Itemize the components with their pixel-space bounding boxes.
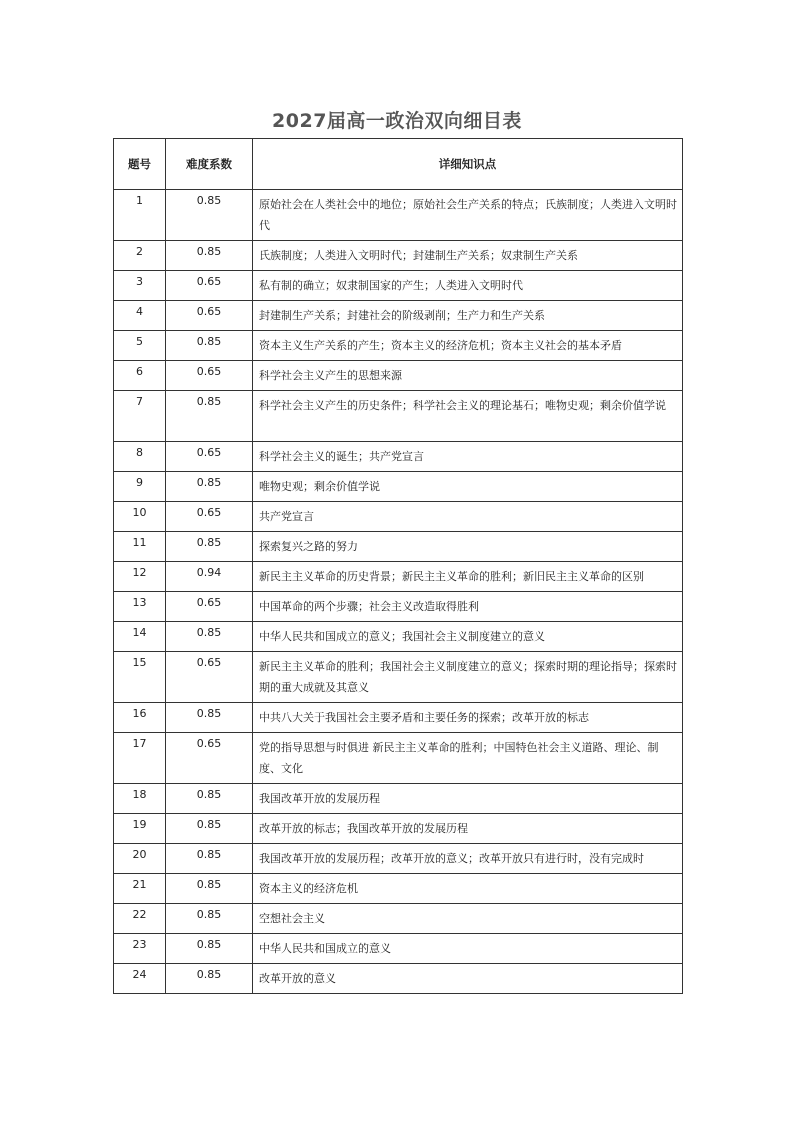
knowledge-cell: 新民主主义革命的胜利；我国社会主义制度建立的意义；探索时期的理论指导；探索时期的重大成就及其意义 [253,652,683,703]
difficulty-cell: 0.85 [166,472,253,502]
knowledge-cell: 改革开放的意义 [253,964,683,994]
table-row [114,814,683,844]
table-row [114,703,683,733]
difficulty-cell: 0.85 [166,934,253,964]
knowledge-cell: 封建制生产关系；封建社会的阶级剥削；生产力和生产关系 [253,301,683,331]
table-header-row [114,139,683,190]
knowledge-cell: 资本主义的经济危机 [253,874,683,904]
difficulty-cell: 0.65 [166,592,253,622]
difficulty-cell: 0.65 [166,733,253,784]
question-number-cell: 15 [114,652,166,703]
table-row [114,271,683,301]
knowledge-cell: 共产党宣言 [253,502,683,532]
difficulty-cell: 0.65 [166,502,253,532]
question-number-cell: 13 [114,592,166,622]
question-number-cell: 7 [114,391,166,442]
question-number-cell: 12 [114,562,166,592]
table-row [114,532,683,562]
question-number-cell: 5 [114,331,166,361]
question-number-cell: 16 [114,703,166,733]
header-difficulty: 难度系数 [166,139,253,190]
question-number-cell: 19 [114,814,166,844]
knowledge-cell: 唯物史观；剩余价值学说 [253,472,683,502]
table-row [114,442,683,472]
question-number-cell: 10 [114,502,166,532]
knowledge-cell: 科学社会主义产生的历史条件；科学社会主义的理论基石；唯物史观；剩余价值学说 [253,391,683,442]
question-number-cell: 11 [114,532,166,562]
knowledge-cell: 中华人民共和国成立的意义 [253,934,683,964]
table-row [114,904,683,934]
question-number-cell: 24 [114,964,166,994]
difficulty-cell: 0.85 [166,904,253,934]
table-row [114,562,683,592]
question-number-cell: 14 [114,622,166,652]
difficulty-cell: 0.65 [166,652,253,703]
knowledge-cell: 科学社会主义产生的思想来源 [253,361,683,391]
difficulty-cell: 0.65 [166,442,253,472]
difficulty-cell: 0.85 [166,331,253,361]
question-number-cell: 4 [114,301,166,331]
difficulty-cell: 0.85 [166,532,253,562]
knowledge-cell: 空想社会主义 [253,904,683,934]
difficulty-cell: 0.65 [166,301,253,331]
knowledge-cell: 科学社会主义的诞生；共产党宣言 [253,442,683,472]
table-row [114,472,683,502]
question-number-cell: 18 [114,784,166,814]
difficulty-cell: 0.85 [166,964,253,994]
knowledge-cell: 氏族制度；人类进入文明时代；封建制生产关系；奴隶制生产关系 [253,241,683,271]
table-row [114,331,683,361]
table-row [114,874,683,904]
question-number-cell: 1 [114,190,166,241]
header-knowledge: 详细知识点 [253,139,683,190]
knowledge-cell: 新民主主义革命的历史背景；新民主主义革命的胜利；新旧民主主义革命的区别 [253,562,683,592]
question-number-cell: 20 [114,844,166,874]
question-number-cell: 22 [114,904,166,934]
difficulty-cell: 0.65 [166,271,253,301]
knowledge-cell: 私有制的确立；奴隶制国家的产生；人类进入文明时代 [253,271,683,301]
difficulty-cell: 0.85 [166,622,253,652]
knowledge-cell: 党的指导思想与时俱进 新民主主义革命的胜利；中国特色社会主义道路、理论、制度、文化 [253,733,683,784]
knowledge-cell: 我国改革开放的发展历程；改革开放的意义；改革开放只有进行时，没有完成时 [253,844,683,874]
difficulty-cell: 0.65 [166,361,253,391]
knowledge-cell: 我国改革开放的发展历程 [253,784,683,814]
difficulty-cell: 0.85 [166,190,253,241]
knowledge-cell: 改革开放的标志；我国改革开放的发展历程 [253,814,683,844]
spec-table [113,138,683,994]
table-row [114,844,683,874]
table-row [114,190,683,241]
table-row [114,964,683,994]
table-row [114,934,683,964]
table-row [114,241,683,271]
question-number-cell: 3 [114,271,166,301]
table-row [114,733,683,784]
table-row [114,391,683,442]
difficulty-cell: 0.85 [166,784,253,814]
difficulty-cell: 0.85 [166,391,253,442]
question-number-cell: 9 [114,472,166,502]
table-row [114,361,683,391]
table-row [114,622,683,652]
table-row [114,652,683,703]
difficulty-cell: 0.85 [166,241,253,271]
knowledge-cell: 中共八大关于我国社会主要矛盾和主要任务的探索；改革开放的标志 [253,703,683,733]
document-title: 2027届高一政治双向细目表 [272,110,522,132]
knowledge-cell: 探索复兴之路的努力 [253,532,683,562]
table-row [114,784,683,814]
difficulty-cell: 0.94 [166,562,253,592]
knowledge-cell: 原始社会在人类社会中的地位；原始社会生产关系的特点；氏族制度；人类进入文明时代 [253,190,683,241]
question-number-cell: 21 [114,874,166,904]
question-number-cell: 6 [114,361,166,391]
knowledge-cell: 中国革命的两个步骤；社会主义改造取得胜利 [253,592,683,622]
question-number-cell: 17 [114,733,166,784]
difficulty-cell: 0.85 [166,844,253,874]
table-row [114,502,683,532]
question-number-cell: 8 [114,442,166,472]
table-row [114,301,683,331]
difficulty-cell: 0.85 [166,703,253,733]
question-number-cell: 23 [114,934,166,964]
header-question-number: 题号 [114,139,166,190]
difficulty-cell: 0.85 [166,814,253,844]
question-number-cell: 2 [114,241,166,271]
knowledge-cell: 中华人民共和国成立的意义；我国社会主义制度建立的意义 [253,622,683,652]
difficulty-cell: 0.85 [166,874,253,904]
table-row [114,592,683,622]
table-body [114,190,683,994]
knowledge-cell: 资本主义生产关系的产生；资本主义的经济危机；资本主义社会的基本矛盾 [253,331,683,361]
